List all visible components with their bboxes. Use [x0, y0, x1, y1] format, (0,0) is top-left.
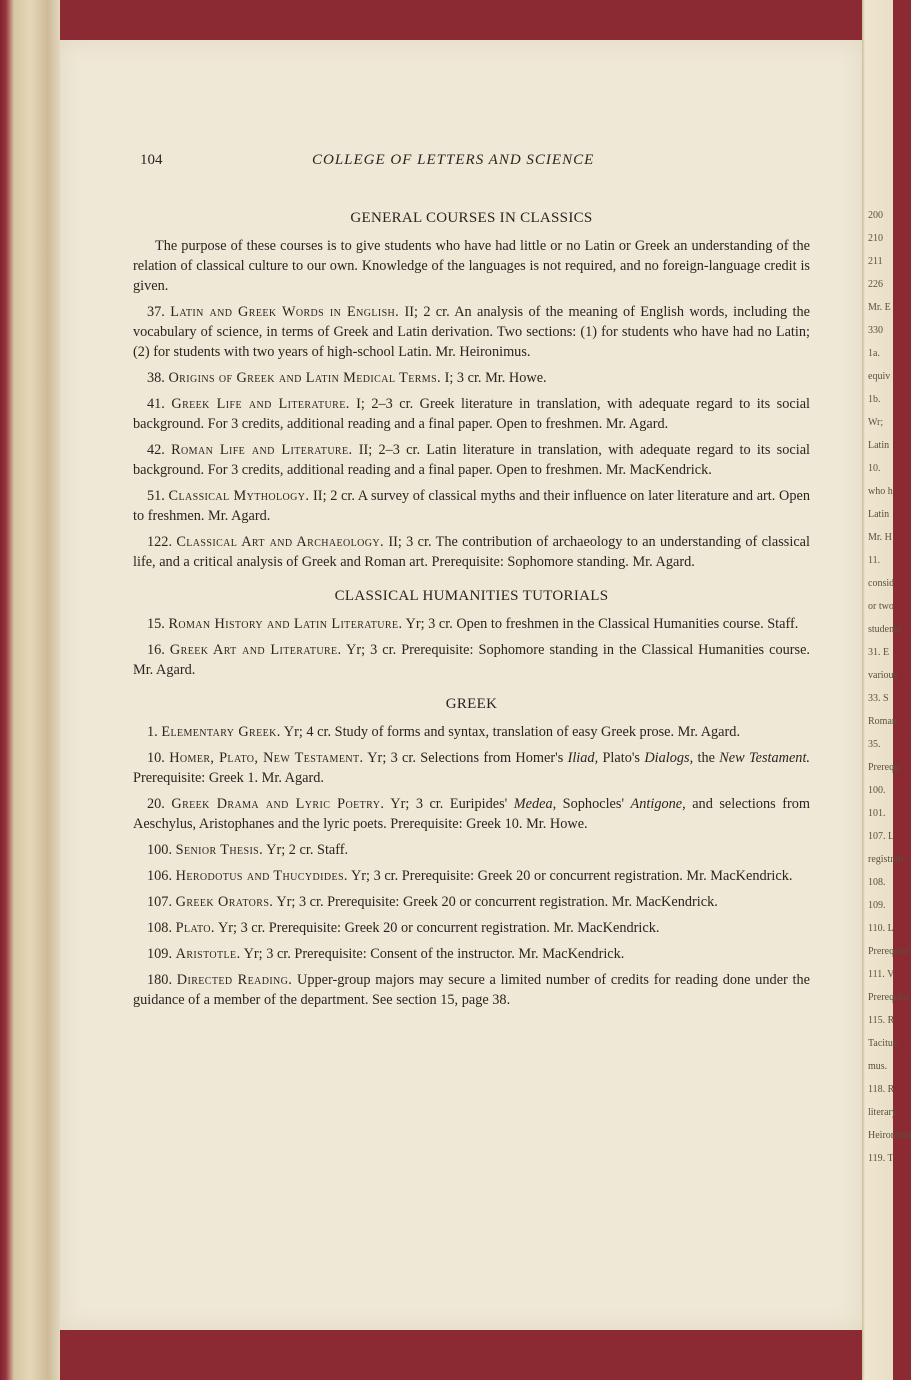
work-title: Antigone,	[630, 796, 686, 812]
course-description: the	[693, 750, 720, 766]
edge-fragment: Tacitus,	[868, 1038, 900, 1049]
edge-fragment: who h	[868, 486, 893, 497]
course-entry	[133, 532, 810, 572]
edge-fragment: equiv	[868, 371, 891, 382]
section-heading: GREEK	[445, 696, 498, 712]
course-entry	[133, 794, 810, 834]
book-cover-bottom	[60, 1330, 862, 1380]
course-description: Upper-group majors may secure a limited number of credits for reading done under the guidance of a member of the department. See section 15, page 38.	[133, 972, 810, 1008]
edge-fragment: 33. S	[868, 693, 889, 704]
course-number: 16.	[147, 642, 165, 658]
course-number: 20.	[147, 796, 165, 812]
course-title: Directed Reading.	[176, 972, 293, 988]
course-description: Yr; 3 cr. Selections from Homer's	[367, 750, 568, 766]
page-number: 104	[140, 152, 163, 168]
edge-fragment: Roman	[868, 716, 897, 727]
edge-fragment: 31. E	[868, 647, 890, 658]
course-title: Senior Thesis.	[175, 842, 264, 858]
edge-fragment: 115. R	[868, 1015, 895, 1026]
course-number: 108.	[147, 920, 173, 936]
course-description: Yr; 3 cr. Open to freshmen in the Classical Humanities course. Staff.	[405, 616, 799, 632]
course-description: Yr; 3 cr. Prerequisite: Greek 20 or concurrent registration. Mr. MacKendrick.	[350, 868, 793, 884]
course-description: II; 3 cr. The contribution of archaeology to an understanding of classical life, and a critical analysis of Greek and Roman art. Prerequisite: Sophomore standing. Mr. Agard.	[133, 534, 810, 570]
course-number: 10.	[147, 750, 165, 766]
course-title: Greek Drama and Lyric Poetry.	[171, 796, 385, 812]
course-number: 106.	[147, 868, 173, 884]
course-title: Roman History and Latin Literature.	[168, 616, 403, 632]
course-title: Greek Life and Literature.	[171, 396, 350, 412]
edge-fragment: Prerequ	[868, 762, 900, 773]
course-entry	[133, 394, 810, 434]
course-description: Plato's	[598, 750, 645, 766]
edge-fragment: 1a.	[868, 348, 880, 359]
course-description: II; 2–3 cr. Latin literature in translation, with adequate regard to its social background. For 3 credits, additional reading and a final paper. Open to freshmen. Mr. MacKendrick.	[133, 442, 811, 478]
edge-fragment: 210	[868, 233, 883, 244]
course-description: I; 3 cr. Mr. Howe.	[444, 370, 547, 386]
edge-fragment: 101.	[868, 808, 886, 819]
course-description: II; 2 cr. An analysis of the meaning of English words, including the vocabulary of science, in terms of Greek and Latin derivation. Two sections: (1) for students who have had no Latin; (2) for students with two years of high-school Latin. Mr. Heironimus.	[133, 304, 810, 360]
course-description: Yr; 3 cr. Euripides'	[390, 796, 514, 812]
section-intro: The purpose of these courses is to give students who have had little or no Latin or Greek an understanding of the relation of classical culture to our own. Knowledge of the languages is not required, and no foreign-language credit is given.	[133, 238, 810, 294]
edge-fragment: mus.	[868, 1061, 888, 1072]
course-title: Greek Orators.	[175, 894, 274, 910]
course-description: II; 2 cr. A survey of classical myths and their influence on later literature and art. Open to freshmen. Mr. Agard.	[133, 488, 810, 524]
edge-fragment: Prerequisi	[868, 992, 909, 1003]
edge-fragment: 109.	[868, 900, 886, 911]
running-title: COLLEGE OF LETTERS AND SCIENCE	[312, 152, 595, 168]
work-title: Dialogs,	[644, 750, 694, 766]
edge-fragment: Wr;	[868, 417, 884, 428]
course-entry	[133, 614, 810, 634]
edge-fragment: 200	[868, 210, 883, 221]
course-title: Greek Art and Literature.	[169, 642, 342, 658]
course-title: Roman Life and Literature.	[171, 442, 353, 458]
work-title: New Testament.	[719, 750, 811, 766]
course-description: Prerequisite: Greek 1. Mr. Agard.	[133, 770, 324, 786]
course-title: Latin and Greek Words in English.	[170, 304, 400, 320]
course-description: Yr; 3 cr. Prerequisite: Consent of the instructor. Mr. MacKendrick.	[243, 946, 625, 962]
course-number: 122.	[147, 534, 173, 550]
edge-fragment: various	[868, 670, 898, 681]
edge-fragment: students	[868, 624, 901, 635]
course-description: Yr; 4 cr. Study of forms and syntax, translation of easy Greek prose. Mr. Agard.	[283, 724, 741, 740]
course-number: 41.	[147, 396, 165, 412]
course-title: Origins of Greek and Latin Medical Terms.	[168, 370, 441, 386]
edge-fragment: 35.	[868, 739, 881, 750]
edge-fragment: 211	[868, 256, 883, 267]
edge-fragment: 107. L	[868, 831, 895, 842]
edge-fragment: Heironimu	[868, 1130, 911, 1141]
course-entry	[133, 748, 810, 788]
course-description: Sophocles'	[556, 796, 631, 812]
edge-fragment: Prerequisi	[868, 946, 909, 957]
edge-fragment: 108.	[868, 877, 886, 888]
edge-fragment: 10.	[868, 463, 881, 474]
course-entry	[133, 840, 810, 860]
book-binding-left	[0, 0, 60, 1380]
edge-fragment: Latin	[868, 509, 890, 520]
course-number: 42.	[147, 442, 165, 458]
course-title: Herodotus and Thucydides.	[175, 868, 348, 884]
course-title: Elementary Greek.	[161, 724, 281, 740]
work-title: Iliad,	[567, 750, 599, 766]
edge-fragment: registrati	[868, 854, 904, 865]
edge-fragment: Mr. E	[868, 302, 891, 313]
course-title: Aristotle.	[175, 946, 241, 962]
course-number: 37.	[147, 304, 165, 320]
course-number: 51.	[147, 488, 165, 504]
edge-fragment: 100.	[868, 785, 886, 796]
edge-fragment: or two	[868, 601, 894, 612]
edge-fragment: 330	[868, 325, 883, 336]
course-number: 100.	[147, 842, 173, 858]
course-description: Yr; 3 cr. Prerequisite: Greek 20 or concurrent registration. Mr. MacKendrick.	[217, 920, 660, 936]
course-description: Yr; 3 cr. Prerequisite: Greek 20 or concurrent registration. Mr. MacKendrick.	[276, 894, 718, 910]
course-number: 180.	[147, 972, 173, 988]
course-entry	[133, 722, 810, 742]
course-number: 107.	[147, 894, 173, 910]
course-description: Yr; 2 cr. Staff.	[266, 842, 349, 858]
course-description: and selections from Aeschylus, Aristophanes and the lyric poets. Prerequisite: Greek 10. Mr. Howe.	[133, 796, 810, 832]
right-page-edge	[862, 0, 911, 1380]
course-entry	[133, 640, 810, 680]
course-description: Yr; 3 cr. Prerequisite: Sophomore standing in the Classical Humanities course. Mr. Agard.	[133, 642, 811, 678]
course-title: Homer, Plato, New Testament.	[169, 750, 364, 766]
course-number: 109.	[147, 946, 173, 962]
course-title: Plato.	[175, 920, 215, 936]
edge-fragment: 11.	[868, 555, 881, 566]
course-entry	[133, 892, 810, 912]
edge-fragment: consid	[868, 578, 895, 589]
section-heading: CLASSICAL HUMANITIES TUTORIALS	[334, 588, 609, 604]
edge-fragment: literary	[868, 1107, 897, 1118]
page-header	[140, 152, 810, 176]
edge-fragment: 226	[868, 279, 883, 290]
edge-fragment: Mr. H	[868, 532, 892, 543]
course-description: I; 2–3 cr. Greek literature in translation, with adequate regard to its social background. For 3 credits, additional reading and a final paper. Open to freshmen. Mr. Agard.	[133, 396, 811, 432]
section-heading: GENERAL COURSES IN CLASSICS	[350, 210, 593, 226]
course-entry	[133, 944, 810, 964]
course-entry	[133, 970, 810, 1010]
course-number: 1.	[147, 724, 158, 740]
edge-fragment: 119. T	[868, 1153, 894, 1164]
course-number: 38.	[147, 370, 165, 386]
course-entry	[133, 866, 810, 886]
edge-fragment: 1b.	[868, 394, 881, 405]
course-title: Classical Mythology.	[168, 488, 310, 504]
work-title: Medea,	[513, 796, 557, 812]
course-entry	[133, 440, 810, 480]
edge-fragment: 118. R	[868, 1084, 895, 1095]
course-entry	[133, 302, 810, 362]
page-content	[133, 208, 810, 1016]
edge-fragment: 110. L	[868, 923, 894, 934]
course-entry	[133, 486, 810, 526]
course-title: Classical Art and Archaeology.	[176, 534, 385, 550]
book-cover-top	[60, 0, 862, 40]
course-entry	[133, 368, 810, 388]
edge-fragment: 111. V	[868, 969, 895, 980]
edge-fragment: Latin	[868, 440, 890, 451]
course-entry	[133, 918, 810, 938]
course-number: 15.	[147, 616, 165, 632]
